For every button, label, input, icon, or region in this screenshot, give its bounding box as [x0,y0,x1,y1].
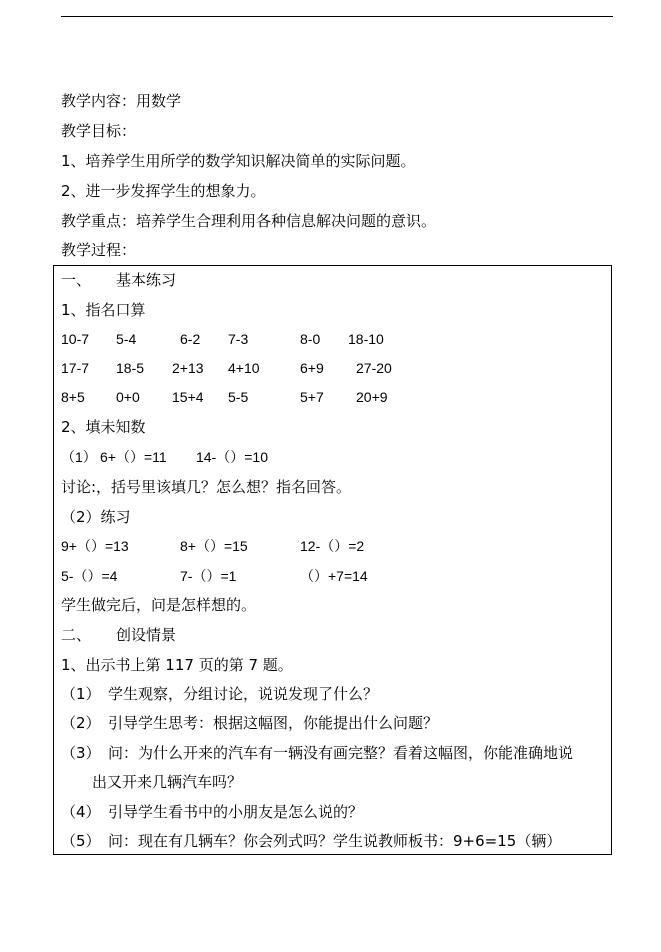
oral-calc-heading: 1、指名口算 [61,301,146,319]
header-rule [61,16,613,17]
teaching-focus: 教学重点：培养学生合理利用各种信息解决问题的意识。 [61,212,437,230]
oral-item: 8+5 [61,389,85,405]
fill-unknown-heading: 2、填未知数 [61,418,146,436]
oral-item: 5-5 [228,389,249,405]
oral-item: 0+0 [116,389,140,405]
practice-item: 7-（）=1 [180,568,237,584]
oral-item: 10-7 [61,331,90,347]
section1-title: 基本练习 [116,271,177,289]
oral-item: 15+4 [172,389,204,405]
process-table [53,265,612,855]
step-number: （4） [61,803,101,821]
section1-number: 一、 [61,271,92,289]
process-label: 教学过程： [61,241,137,259]
step-text: 问：为什么开来的汽车有一辆没有画完整？看着这幅图，你能准确地说 [108,744,574,762]
oral-item: 27-20 [356,360,392,376]
oral-item: 7-3 [228,331,249,347]
oral-item: 18-10 [348,331,384,347]
step-text: 问：现在有几辆车？你会列式吗？学生说教师板书：9+6=15（辆） [108,832,562,850]
oral-item: 4+10 [228,360,260,376]
lesson-content: 教学内容：用数学 [61,92,182,110]
fill-item: 6+（）=11 [100,449,167,465]
objectives-label: 教学目标： [61,122,137,140]
step-text: 引导学生思考：根据这幅图，你能提出什么问题？ [108,714,439,732]
after-practice-text: 学生做完后，问是怎样想的。 [61,596,257,614]
step-text: 引导学生看书中的小朋友是怎么说的？ [108,803,364,821]
objective-1: 1、培养学生用所学的数学知识解决简单的实际问题。 [61,152,416,170]
oral-item: 8-0 [300,331,321,347]
practice-item: （）+7=14 [300,568,368,584]
section2-title: 创设情景 [116,626,177,644]
practice-item: 9+（）=13 [61,538,129,554]
step-text: 学生观察，分组讨论，说说发现了什么？ [108,685,379,703]
section2-number: 二、 [61,626,92,644]
practice-item: 12-（）=2 [300,538,365,554]
step-text-continued: 出又开来几辆汽车吗？ [92,773,243,791]
oral-item: 5-4 [116,331,137,347]
step-number: （1） [61,685,101,703]
practice-label: （2）练习 [61,508,131,526]
objective-2: 2、进一步发挥学生的想象力。 [61,182,266,200]
oral-item: 6-2 [180,331,201,347]
fill-label: （1） [61,449,97,465]
oral-item: 20+9 [356,389,388,405]
oral-item: 6+9 [300,360,324,376]
step-number: （2） [61,714,101,732]
oral-item: 2+13 [172,360,204,376]
fill-item: 14-（）=10 [196,449,268,465]
step-number: （5） [61,832,101,850]
oral-item: 5+7 [300,389,324,405]
show-problem-text: 1、出示书上第 117 页的第 7 题。 [61,656,293,674]
oral-item: 17-7 [61,360,90,376]
oral-item: 18-5 [116,360,145,376]
practice-item: 5-（）=4 [61,568,118,584]
step-number: （3） [61,744,101,762]
practice-item: 8+（）=15 [180,538,248,554]
discussion-text: 讨论:，括号里该填几？怎么想？指名回答。 [61,478,352,496]
